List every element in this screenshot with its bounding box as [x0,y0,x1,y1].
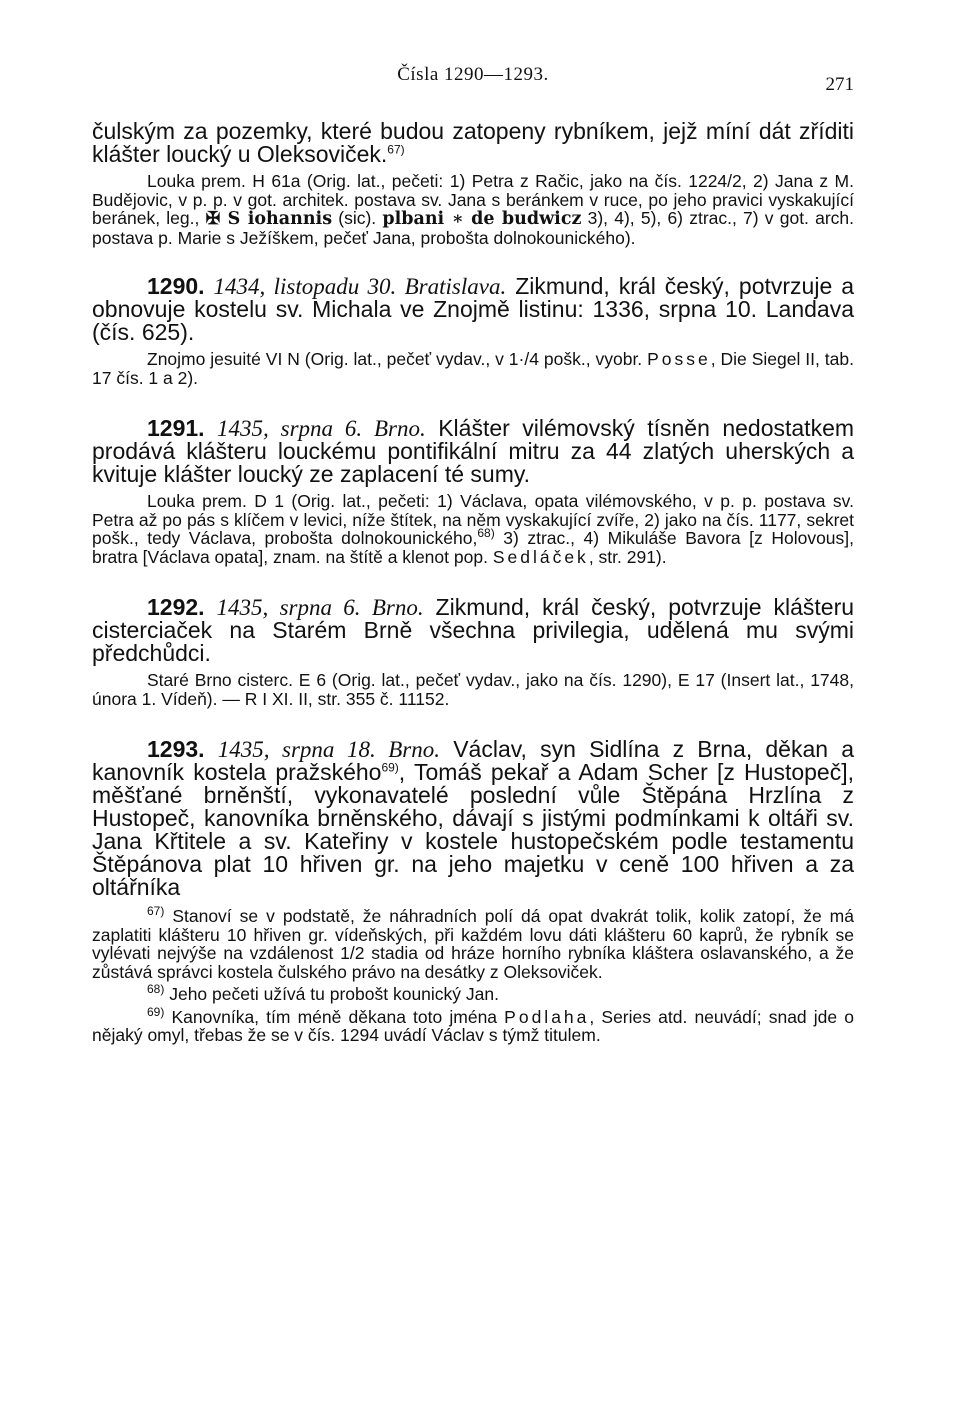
footnotes [92,904,855,1045]
footnote-ref: 68) [477,526,495,541]
entry-1291 [92,417,854,566]
running-title: Čísla 1290—1293. [397,64,549,85]
entry-number: 1291. [147,415,205,441]
footnote-mark: 68) [147,982,165,997]
spaced-name: Posse [647,349,711,369]
intro-block [92,120,854,247]
page-number: 271 [825,74,854,95]
page-header [92,60,854,100]
spaced-name: Sedláček [492,546,589,567]
entry-note: Louka prem. D 1 (Orig. lat., pečeti: 1) Václava, opata vilémovského, v p. p. postava sv. Petra až po pás s klíčem v levici, níže štítek, na něm vyskakující zvíře, 2) jako na čís. 1177, sekret pošk., tedy Václava, probošta dolnokounického,$^{68)}$ 3) ztrac., 4) Mikuláše Bavora [z Holovous], bratra [Václava opata], znam. na štítě a klenot pop. Sedláček, str. 291). [92,491,855,567]
entry-number: 1293. [147,736,205,762]
entry-text: 1291. 1435, srpna 6. Brno. Klášter vilémovský tísněn nedostatkem prodává klášteru louckému pontifikální mitru za 44 zlatých uherských a kvituje klášter loucký ze zaplacení té sumy. [92,415,855,487]
entry-date: 1435, srpna 18. Brno. [217,737,441,762]
spaced-name: Podlaha [504,1006,590,1027]
footnote-ref: 69) [381,760,399,775]
entry-1293 [92,738,854,899]
entry-number: 1290. [147,273,205,299]
intro-text: čulským za pozemky, které budou zatopeny rybníkem, jejž míní dát zříditi klášter loucký u Oleksoviček.$^{67)}$ [92,118,854,167]
entry-date: 1435, srpna 6. Brno. [217,416,426,441]
entry-note: Staré Brno cisterc. E 6 (Orig. lat., pečeť vydav., jako na čís. 1290), E 17 (Insert lat., 1748, února 1. Vídeň). — R I XI. II, str. 355 č. 11152. [92,670,854,709]
footnote-67: $^{67)}$ Stanoví se v podstatě, že náhradních polí dá opat dvakrát tolik, kolik zatopí, že má zaplatiti klášteru 10 hřiven gr. vídeňských, při každém lovu dáti klášteru 60 kaprů, že rybník se vylévati nejvýše na vzdálenost 1/2 stadia od hráze horního rybníka kláštera oslavanského, a že zůstává správci kostela čulského právo na desátky z Oleksoviček. [92,904,854,982]
entry-date: 1435, srpna 6. Brno. [216,595,424,620]
entry-text: 1290. 1434, listopadu 30. Bratislava. Zikmund, král český, potvrzuje a obnovuje kostelu sv. Michala ve Znojmě listinu: 1336, srpna 10. Landava (čís. 625). [92,273,854,345]
entry-text: 1293. 1435, srpna 18. Brno. Václav, syn Sidlína z Brna, děkan a kanovník kostela pražského$^{69)}$, Tomáš pekař a Adam Scher [z Hustopeč], měšťané brněnští, vykonavatelé poslední vůle Štěpána Hrzlína z Hustopeč, kanovníka brněnského, dávají s jistými podmínkami k oltáři sv. Jana Křtitele a sv. Kateřiny v kostele hustopečském podle testamentu Štěpánova plat 10 hřiven gr. na jeho majetku v ceně 100 hřiven a za oltářníka [92,736,855,900]
seal-legend: ✠ S iohannis [205,209,333,229]
entry-text: 1292. 1435, srpna 6. Brno. Zikmund, král český, potvrzuje klášteru cisterciaček na Starém Brně všechna privilegia, udělená mu svými předchůdci. [92,594,855,666]
footnote-mark: 69) [147,1004,165,1019]
footnote-ref: 67) [387,142,405,157]
entry-note: Znojmo jesuité VI N (Orig. lat., pečeť vydav., v 1·/4 pošk., vyobr. Posse, Die Siegel II, tab. 17 čís. 1 a 2). [92,349,854,388]
document-page [92,60,854,1049]
intro-note: Louka prem. H 61a (Orig. lat., pečeti: 1) Petra z Račic, jako na čís. 1224/2, 2) Jana z M. Budějovic, v p. p. v got. architek. postava sv. Jana s beránkem v ruce, po jeho pravici vyskakující beránek, leg., ✠ S iohannis (sic). plbani ∗ de budwicz 3), 4), 5), 6) ztrac., 7) v got. arch. postava p. Marie s Ježíškem, pečeť Jana, probošta dolnokounického). [92,171,855,248]
entry-1290 [92,275,854,387]
seal-legend: plbani ∗ de budwicz [382,209,582,229]
footnote-68: $^{68)}$ Jeho pečeti užívá tu probošt kounický Jan. [147,982,499,1004]
entry-number: 1292. [147,594,205,620]
entry-date: 1434, listopadu 30. Bratislava. [213,274,507,299]
footnote-mark: 67) [147,904,165,919]
footnote-69: $^{69)}$ Kanovníka, tím méně děkana toto jména Podlaha, Series atd. neuvádí; snad jde o nějaký omyl, třebas že se v čís. 1294 uvádí Václav s týmž titulem. [92,1004,855,1045]
entry-1292 [92,596,854,708]
